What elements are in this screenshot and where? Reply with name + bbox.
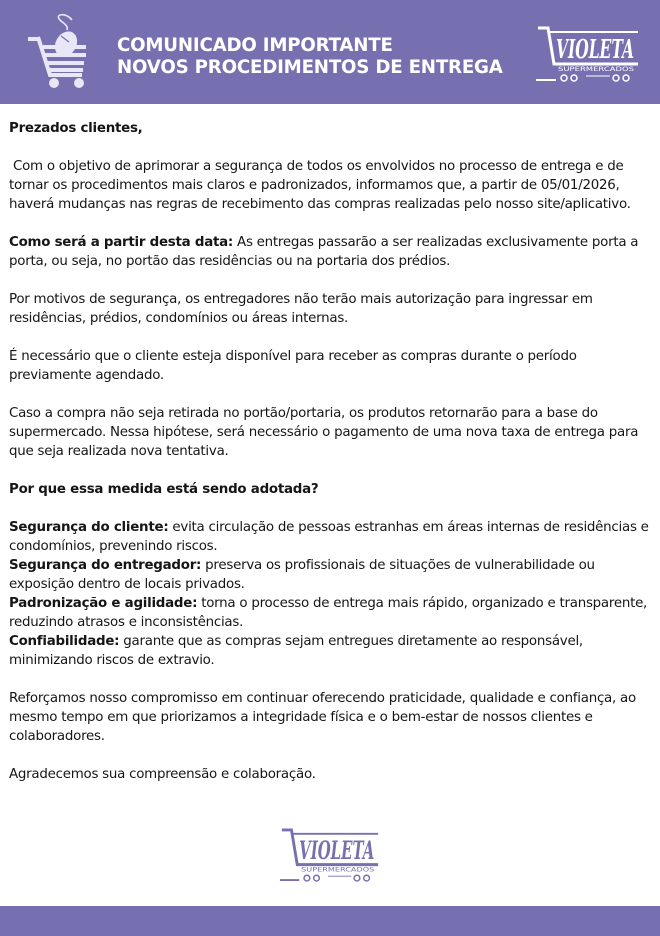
why-heading: Por que essa medida está sendo adotada? — [9, 482, 319, 497]
reason-item: Segurança do entregador: preserva os profissionais de situações de vulnerabilidade ou exposição dentro de locais privados. — [9, 558, 595, 592]
commitment-paragraph: Reforçamos nosso compromisso em continuar oferecendo praticidade, qualidade e confiança, ao mesmo tempo em que priorizamos a integridade física e o bem-estar de nossos clientes e colaboradores. — [9, 691, 636, 744]
greeting: Prezados clientes, — [9, 121, 143, 136]
thanks-paragraph: Agradecemos sua compreensão e colaboração. — [9, 767, 316, 782]
shopping-cart-mouse-icon — [26, 12, 94, 88]
how-paragraph — [9, 233, 654, 271]
security-paragraph: Por motivos de segurança, os entregadores não terão mais autorização para ingressar em residências, prédios, condomínios ou áreas internas. — [9, 292, 593, 326]
how-text: As entregas passarão a ser realizadas exclusivamente porta a porta, ou seja, no portão das residências ou na portaria dos prédios. — [9, 235, 639, 269]
intro-paragraph: Com o objetivo de aprimorar a segurança de todos os envolvidos no processo de entrega e de tornar os procedimentos mais claros e padronizados, informamos que, a partir de 05/01/2026, haverá mudanças nas regras de recebimento das compras realizadas pelo nosso site/aplicativo. — [9, 159, 631, 212]
return-paragraph: Caso a compra não seja retirada no portão/portaria, os produtos retornarão para a base do supermercado. Nessa hipótese, será necessário o pagamento de uma nova taxa de entrega para que seja realizada nova tentativa. — [9, 406, 639, 459]
reasons-list — [9, 518, 654, 670]
header-banner — [0, 0, 660, 104]
announcement-body — [9, 119, 654, 803]
violeta-logo — [534, 24, 642, 84]
reason-item: Confiabilidade: garante que as compras sejam entregues diretamente ao responsável, minimizando riscos de extravio. — [9, 634, 583, 668]
reason-item: Padronização e agilidade: torna o processo de entrega mais rápido, organizado e transparente, reduzindo atrasos e inconsistências. — [9, 596, 648, 630]
title-line-2: NOVOS PROCEDIMENTOS DE ENTREGA — [117, 57, 503, 78]
reason-item: Segurança do cliente: evita circulação de pessoas estranhas em áreas internas de residências e condomínios, prevenindo riscos. — [9, 520, 649, 554]
footer-logo-tagline: SUPERMERCADOS — [301, 867, 375, 874]
violeta-logo-footer — [278, 826, 382, 884]
footer-bar — [0, 906, 660, 936]
logo-name: VIOLETA — [556, 35, 634, 65]
availability-paragraph: É necessário que o cliente esteja disponível para receber as compras durante o período previamente agendado. — [9, 349, 577, 383]
how-label: Como será a partir desta data: — [9, 235, 234, 250]
footer-logo-name: VIOLETA — [299, 834, 375, 865]
title-line-1: COMUNICADO IMPORTANTE — [117, 35, 393, 56]
logo-tagline: SUPERMERCADOS — [558, 66, 635, 73]
page-title — [117, 35, 503, 79]
